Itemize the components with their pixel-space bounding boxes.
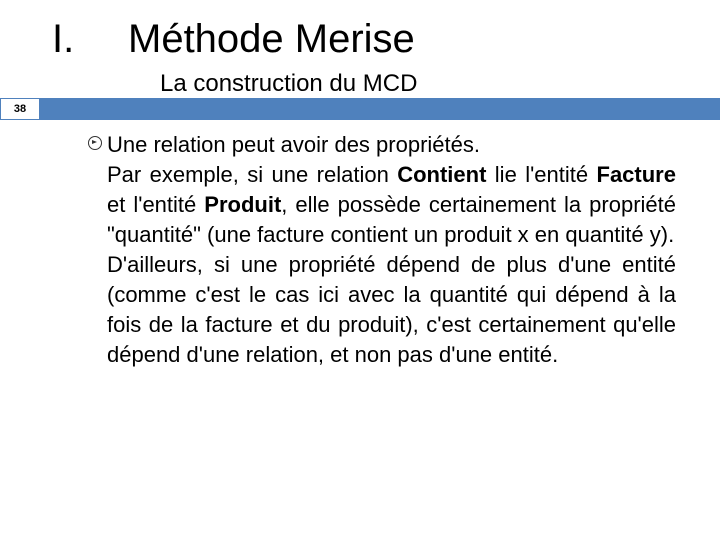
header-divider-bar	[40, 98, 720, 120]
paragraph-3: D'ailleurs, si une propriété dépend de plus d'une entité (comme c'est le cas ici avec la quantité qui dépend à la fois de la facture et du produit), c'est certainement qu'elle dépend d'une relation, et non pas d'une entité.	[107, 252, 676, 367]
bold-term-facture: Facture	[596, 162, 676, 187]
slide-number: 38	[0, 98, 40, 120]
paragraph-2: Par exemple, si une relation Contient lie l'entité Facture et l'entité Produit, elle possède certainement la propriété "quantité" (une facture contient un produit x en quantité y).	[107, 162, 676, 247]
paragraph-1: Une relation peut avoir des propriétés.	[107, 132, 480, 157]
bold-term-contient: Contient	[397, 162, 487, 187]
circle-arrow-bullet-icon	[88, 136, 102, 150]
bold-term-produit: Produit	[204, 192, 282, 217]
subtitle: La construction du MCD	[160, 70, 418, 97]
slide-content	[88, 130, 676, 370]
title-text: Méthode Merise	[128, 17, 415, 61]
title-number: I.	[52, 17, 75, 61]
